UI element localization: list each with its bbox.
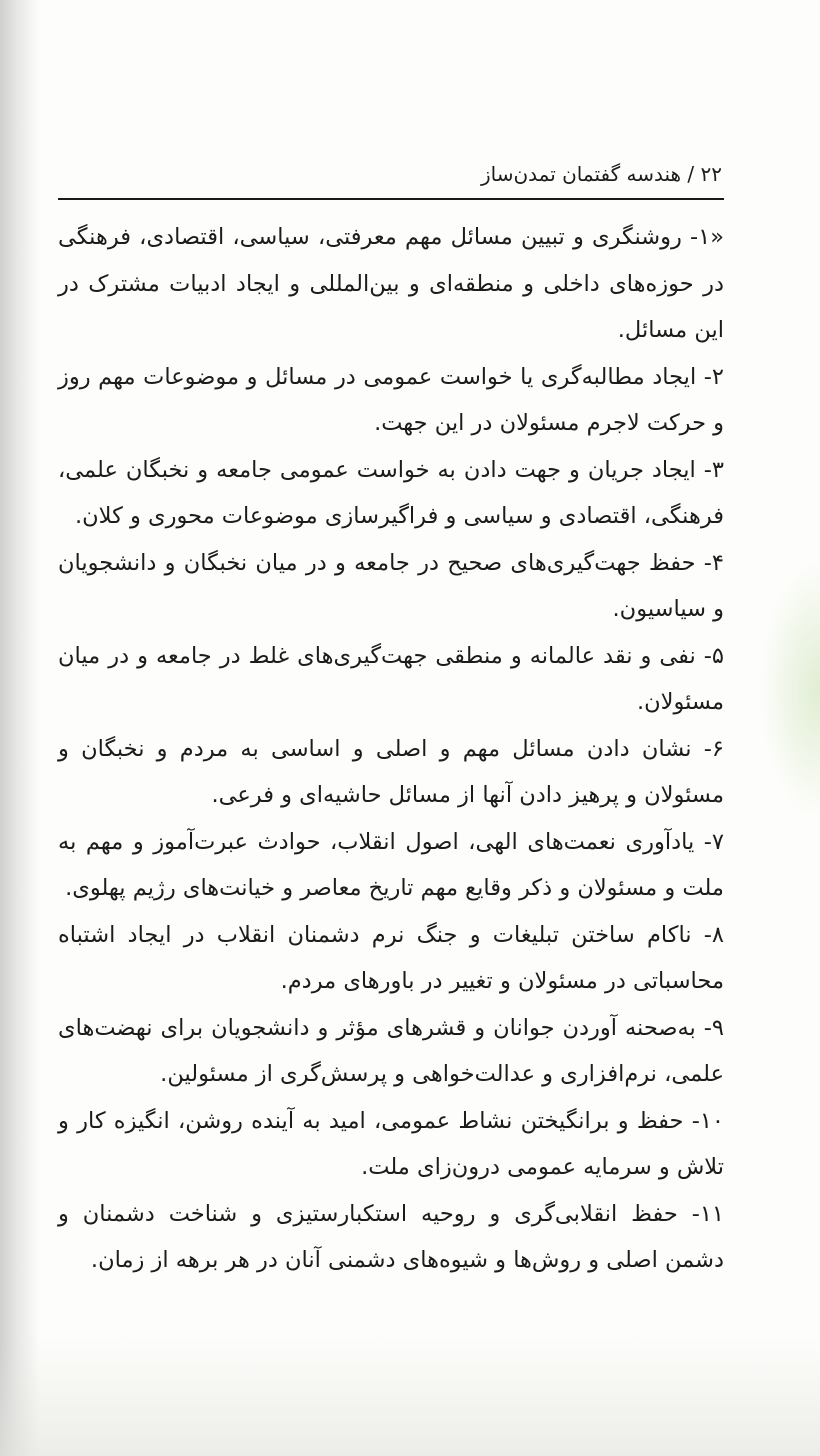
- header-rule: [58, 198, 724, 200]
- list-item: ۸- ناکام ساختن تبلیغات و جنگ نرم دشمنان انقلاب در ایجاد اشتباه محاسباتی در مسئولان و تغییر در باورهای مردم.: [58, 921, 724, 994]
- list-item: ۱۱- حفظ انقلابی‌گری و روحیه استکبارستیزی و شناخت دشمنان و دشمن اصلی و روش‌ها و شیوه‌های دشمنی آنان در هر برهه از زمان.: [58, 1200, 724, 1273]
- list-item: «۱- روشنگری و تبیین مسائل مهم معرفتی، سیاسی، اقتصادی، فرهنگی در حوزه‌های داخلی و منطقه‌ای و بین‌المللی و ایجاد ادبیات مشترک در این مسائل.: [58, 224, 724, 343]
- running-header: ۲۲ / هندسه گفتمان تمدن‌ساز: [480, 162, 722, 186]
- page-body: [58, 214, 724, 1284]
- page-bottom-shade: [0, 1336, 820, 1456]
- list-item: ۶- نشان دادن مسائل مهم و اصلی و اساسی به مردم و نخبگان و مسئولان و پرهیز دادن آنها از مسائل حاشیه‌ای و فرعی.: [58, 735, 724, 808]
- list-item: ۹- به‌صحنه آوردن جوانان و قشرهای مؤثر و دانشجویان برای نهضت‌های علمی، نرم‌افزاری و عدالت‌خواهی و پرسش‌گری از مسئولین.: [58, 1014, 724, 1087]
- list-item: ۲- ایجاد مطالبه‌گری یا خواست عمومی در مسائل و موضوعات مهم روز و حرکت لاجرم مسئولان در این جهت.: [58, 363, 724, 436]
- page-edge-tint: [760, 560, 820, 820]
- page-gutter-shadow: [0, 0, 40, 1456]
- list-item: ۵- نفی و نقد عالمانه و منطقی جهت‌گیری‌های غلط در جامعه و در میان مسئولان.: [58, 642, 724, 715]
- list-item: ۷- یادآوری نعمت‌های الهی، اصول انقلاب، حوادث عبرت‌آموز و مهم به ملت و مسئولان و ذکر وقایع مهم تاریخ معاصر و خیانت‌های رژیم پهلوی.: [58, 828, 724, 901]
- book-page: [58, 150, 724, 1284]
- list-item: ۳- ایجاد جریان و جهت دادن به خواست عمومی جامعه و نخبگان علمی، فرهنگی، اقتصادی و سیاسی و فراگیرسازی موضوعات محوری و کلان.: [58, 456, 724, 529]
- list-item: ۱۰- حفظ و برانگیختن نشاط عمومی، امید به آینده روشن، انگیزه کار و تلاش و سرمایه عمومی درون‌زای ملت.: [58, 1107, 724, 1180]
- list-item: ۴- حفظ جهت‌گیری‌های صحیح در جامعه و در میان نخبگان و دانشجویان و سیاسیون.: [58, 549, 724, 622]
